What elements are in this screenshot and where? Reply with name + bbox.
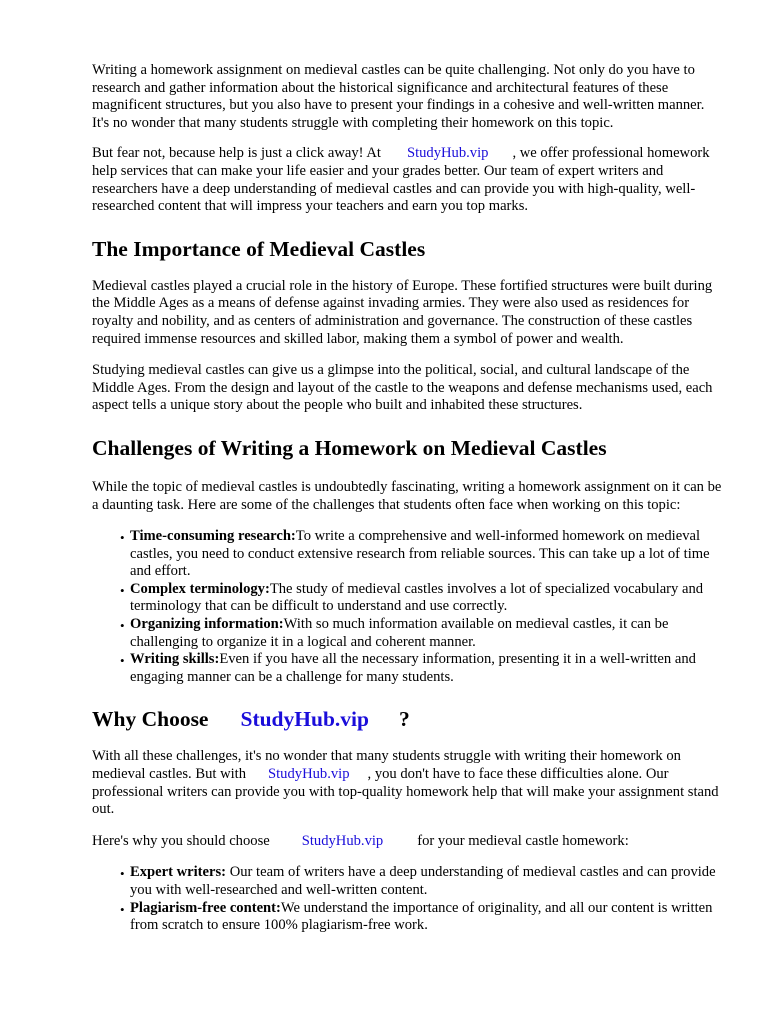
why-p2-after: for your medieval castle homework:	[417, 832, 629, 849]
document-page	[92, 62, 724, 935]
why-p1-before: With all these challenges, it's no wonder that many students struggle with writing their homework on medieval castles. But with	[92, 748, 681, 783]
list-item	[130, 864, 724, 899]
why-p1-after: , you don't have to face these difficulties alone. Our professional writers can provide you with top-quality homework help that will make your assignment stand out.	[92, 766, 719, 818]
list-item-text: Our team of writers have a deep understanding of medieval castles and can provide you with well-researched and well-written content.	[130, 864, 716, 898]
intro-paragraph-1: Writing a homework assignment on medieval castles can be quite challenging. Not only do you have to research and gather information about the historical significance and architectural features of these magnificent structures, but you also have to present your findings in a cohesive and well-written manner. It's no wonder that many students struggle with completing their homework on this topic.	[92, 62, 705, 131]
list-item-text: The study of medieval castles involves a lot of specialized vocabulary and terminology that can be difficult to understand and use correctly.	[130, 580, 704, 615]
why-paragraph-2	[92, 833, 724, 851]
importance-paragraph-1: Medieval castles played a crucial role in the history of Europe. These fortified structures were built during the Middle Ages as a means of defense against invading armies. They were also used as residences for royalty and nobility, and as centers of administration and governance. The construction of these castles required immense resources and skilled labor, making them a symbol of power and wealth.	[92, 277, 713, 347]
studyhub-link[interactable]: StudyHub.vip	[268, 766, 350, 783]
list-item	[130, 581, 724, 616]
list-item-text: To write a comprehensive and well-informed homework on medieval castles, you need to conduct extensive research from reliable sources. This can take up a lot of time and effort.	[130, 528, 710, 580]
list-item-term: Expert writers:	[130, 864, 227, 881]
list-item	[130, 616, 724, 651]
list-item-term: Organizing information:	[130, 616, 284, 633]
challenges-heading: Challenges of Writing a Homework on Medieval Castles	[92, 435, 607, 460]
studyhub-link[interactable]: StudyHub.vip	[406, 145, 489, 162]
studyhub-link[interactable]: StudyHub.vip	[301, 832, 384, 849]
importance-paragraph-2: Studying medieval castles can give us a glimpse into the political, social, and cultural landscape of the Middle Ages. From the design and layout of the castle to the weapons and defense mechanisms used, each aspect tells a unique story about the people who built and inhabited these structures.	[92, 362, 713, 414]
list-item-text: We understand the importance of originality, and all our content is written from scratch to ensure 100% plagiarism-free work.	[130, 899, 713, 934]
why-heading-after: ?	[398, 707, 410, 732]
list-item	[130, 651, 724, 686]
list-item-term: Time-consuming research:	[130, 528, 296, 545]
list-item-term: Plagiarism-free content:	[130, 899, 281, 916]
studyhub-heading-link[interactable]: StudyHub.vip	[240, 707, 369, 732]
list-item-term: Writing skills:	[130, 651, 220, 668]
challenges-intro-paragraph: While the topic of medieval castles is undoubtedly fascinating, writing a homework assignment on it can be a daunting task. Here are some of the challenges that students often face when working on this topic:	[92, 478, 722, 513]
list-item	[130, 900, 724, 935]
intro-paragraph-2	[92, 145, 724, 215]
intro-text-before-link: But fear not, because help is just a click away! At	[92, 145, 381, 162]
list-item-text: Even if you have all the necessary information, presenting it in a well-written and engaging manner can be a challenge for many students.	[130, 651, 696, 685]
why-choose-heading	[92, 706, 724, 732]
why-list	[92, 864, 724, 934]
why-p2-before: Here's why you should choose	[92, 832, 270, 849]
why-paragraph-1	[92, 748, 724, 818]
list-item-text: With so much information available on medieval castles, it can be challenging to organize it in a logical and coherent manner.	[130, 616, 669, 650]
why-heading-before: Why Choose	[92, 707, 209, 732]
challenges-list	[92, 528, 724, 686]
list-item	[130, 528, 724, 581]
list-item-term: Complex terminology:	[130, 580, 270, 597]
intro-text-after-link: , we offer professional homework help services that can make your life easier and your grades better. Our team of expert writers and researchers have a deep understanding of medieval castles and can provide you with high-quality, well-researched content that will impress your teachers and earn you top marks.	[92, 145, 710, 215]
importance-heading: The Importance of Medieval Castles	[92, 236, 426, 261]
